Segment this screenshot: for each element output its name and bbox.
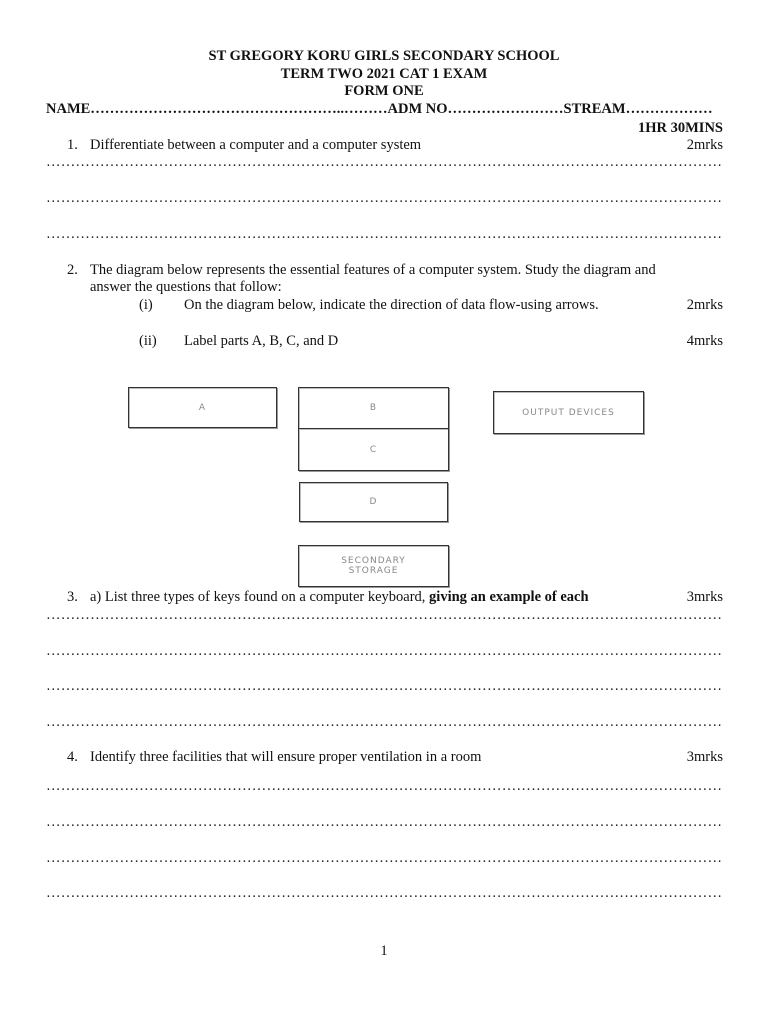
storage-label-line2: STORAGE <box>348 566 399 576</box>
storage-label-line1: SECONDARY <box>341 556 406 566</box>
diagram-secondary-storage-label <box>341 556 406 576</box>
answer-line: ………………………………………………………………………………………………………………………… <box>46 190 723 206</box>
form-level: FORM ONE <box>344 83 424 99</box>
school-name: ST GREGORY KORU GIRLS SECONDARY SCHOOL <box>208 48 560 64</box>
diagram-box-c-label: C <box>369 444 378 455</box>
diagram-box-a <box>128 387 277 428</box>
q2-part-i-label: (i) <box>139 297 153 313</box>
answer-line: ………………………………………………………………………………………………………………………… <box>46 885 723 901</box>
q3-text <box>90 589 589 606</box>
q4-number: 4. <box>67 749 78 765</box>
q2-part-i-marks: 2mrks <box>686 297 723 313</box>
q2-text-line1: The diagram below represents the essential features of a computer system. Study the diagram and <box>90 262 656 278</box>
q2-part-i-text: On the diagram below, indicate the direction of data flow-using arrows. <box>184 297 599 313</box>
q1-number: 1. <box>67 137 78 153</box>
q3-text-bold: giving an example of each <box>429 589 589 605</box>
answer-line: ………………………………………………………………………………………………………………………… <box>46 850 723 866</box>
q3-marks: 3mrks <box>686 589 723 605</box>
q2-number: 2. <box>67 262 78 278</box>
q1-marks: 2mrks <box>686 137 723 153</box>
q3-text-plain: a) List three types of keys found on a computer keyboard, <box>90 589 430 605</box>
q2-part-ii-label: (ii) <box>139 333 157 349</box>
q2-text-line2: answer the questions that follow: <box>90 279 282 295</box>
diagram-box-d <box>299 482 448 522</box>
q1-text: Differentiate between a computer and a computer system <box>90 137 422 153</box>
q3-number: 3. <box>67 589 78 605</box>
student-fields-line: NAME……………………………………………..………ADM NO……………………STREAM……………… <box>46 101 713 117</box>
q4-marks: 3mrks <box>686 749 723 765</box>
answer-line: ………………………………………………………………………………………………………………………… <box>46 226 723 242</box>
page-number: 1 <box>380 943 388 959</box>
diagram-secondary-storage <box>298 545 449 587</box>
diagram-output-devices-label: OUTPUT DEVICES <box>522 407 615 418</box>
answer-line: ………………………………………………………………………………………………………………………… <box>46 154 723 170</box>
answer-line: ………………………………………………………………………………………………………………………… <box>46 714 723 730</box>
q2-part-ii-marks: 4mrks <box>686 333 723 349</box>
answer-line: ………………………………………………………………………………………………………………………… <box>46 607 723 623</box>
diagram-output-devices <box>493 391 644 434</box>
diagram-box-a-label: A <box>198 402 207 413</box>
answer-line: ………………………………………………………………………………………………………………………… <box>46 778 723 794</box>
exam-title: TERM TWO 2021 CAT 1 EXAM <box>280 66 488 82</box>
diagram-box-c <box>298 428 449 471</box>
q4-text: Identify three facilities that will ensure proper ventilation in a room <box>90 749 482 765</box>
answer-line: ………………………………………………………………………………………………………………………… <box>46 678 723 694</box>
q2-part-ii-text: Label parts A, B, C, and D <box>184 333 339 349</box>
diagram-box-b-label: B <box>369 403 378 413</box>
diagram-box-b <box>298 387 449 429</box>
diagram-box-d-label: D <box>369 497 378 507</box>
answer-line: ………………………………………………………………………………………………………………………… <box>46 814 723 830</box>
exam-duration: 1HR 30MINS <box>638 120 723 136</box>
answer-line: ………………………………………………………………………………………………………………………… <box>46 643 723 659</box>
